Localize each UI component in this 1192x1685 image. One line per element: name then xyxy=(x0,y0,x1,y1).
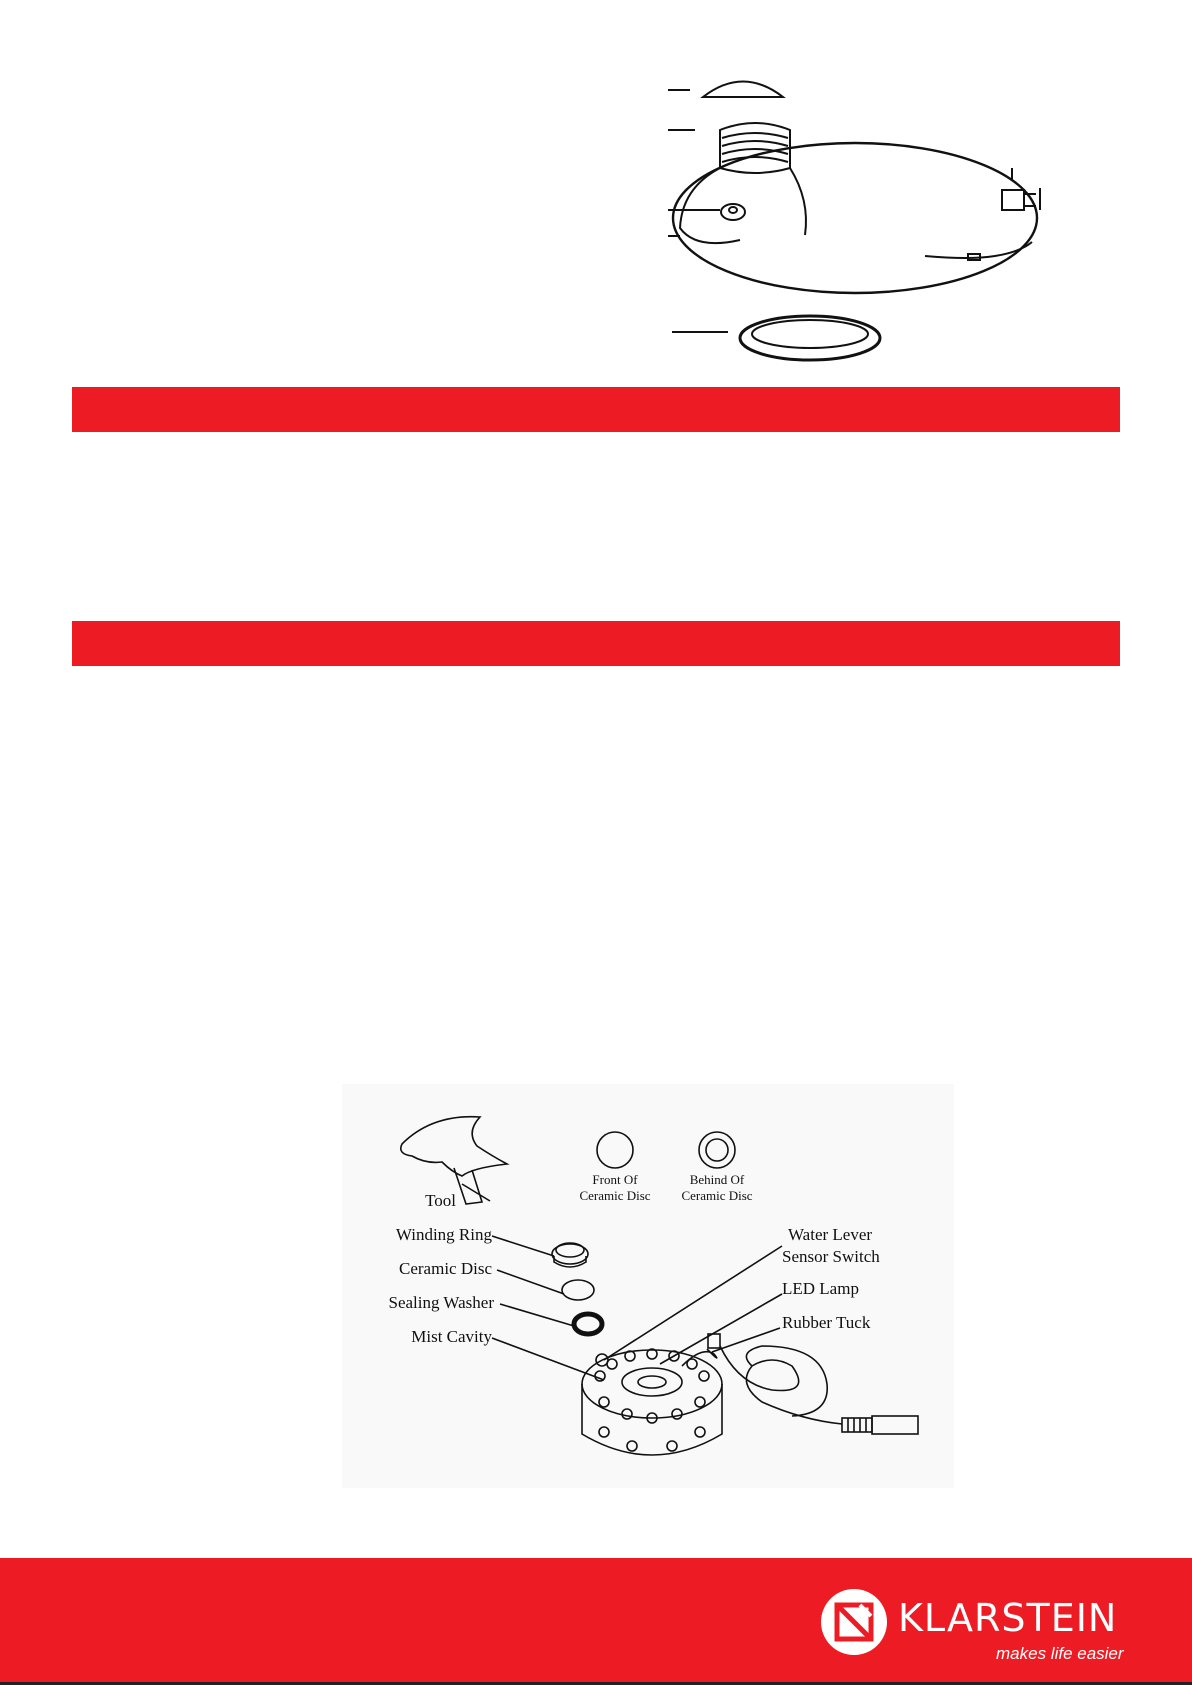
label-sensor-switch: Sensor Switch xyxy=(782,1247,880,1266)
label-water-lever: Water Lever xyxy=(788,1225,873,1244)
label-ceramic-disc: Ceramic Disc xyxy=(399,1259,492,1278)
brand-name: KLARSTEIN xyxy=(898,1596,1118,1640)
label-sealing-washer: Sealing Washer xyxy=(388,1293,494,1312)
label-front-ceramic-disc: Ceramic Disc xyxy=(579,1188,651,1203)
mist-maker-parts-diagram xyxy=(342,1084,954,1488)
klarstein-logo-icon xyxy=(820,1588,888,1656)
label-behind-of: Behind Of xyxy=(689,1172,745,1187)
label-behind-ceramic-disc: Ceramic Disc xyxy=(681,1188,753,1203)
label-winding-ring: Winding Ring xyxy=(395,1225,492,1244)
label-front-of: Front Of xyxy=(592,1172,638,1187)
brand-tagline: makes life easier xyxy=(996,1644,1124,1663)
label-tool: Tool xyxy=(425,1191,456,1210)
product-exploded-diagram xyxy=(660,60,1060,380)
section-header-bar-2 xyxy=(72,621,1120,666)
section-header-bar-1 xyxy=(72,387,1120,432)
label-led-lamp: LED Lamp xyxy=(782,1279,859,1298)
label-mist-cavity: Mist Cavity xyxy=(411,1327,492,1346)
label-rubber-tuck: Rubber Tuck xyxy=(782,1313,871,1332)
footer-bar xyxy=(0,1558,1192,1685)
